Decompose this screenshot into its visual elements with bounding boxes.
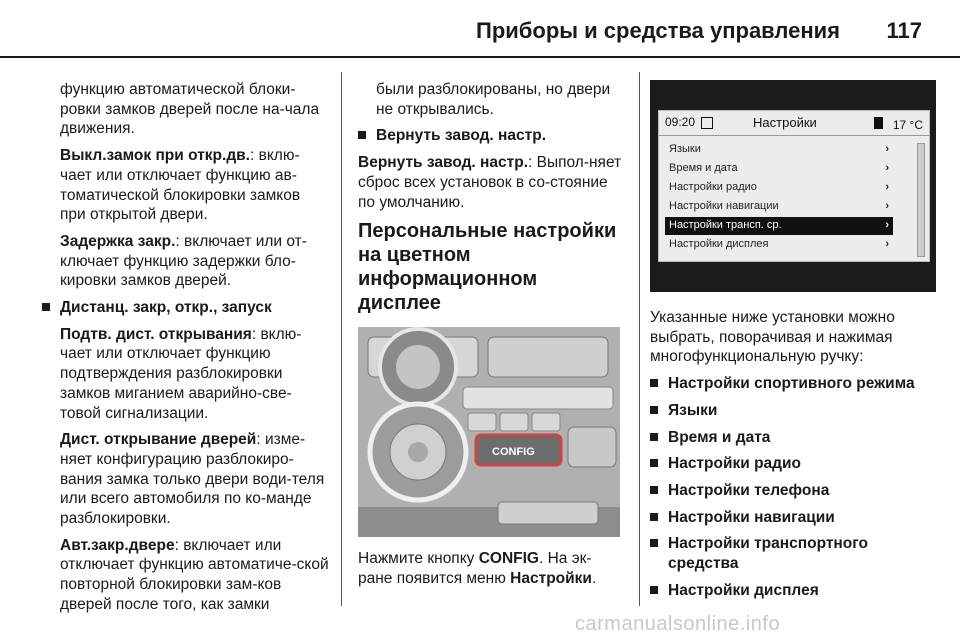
- menu-item[interactable]: [665, 141, 893, 159]
- menu-item[interactable]: [665, 236, 893, 254]
- menu-item[interactable]: [665, 160, 893, 178]
- menu-item-label: Настройки дисплея: [669, 238, 769, 251]
- chevron-right-icon: ›: [885, 162, 889, 175]
- paragraph: Выкл.замок при откр.дв.: вклю-чает или отключает функцию ав-томатической блокировки замков при открытой двери.: [60, 147, 301, 224]
- page-title: Приборы и средства управления: [476, 18, 840, 43]
- header-rule: [0, 56, 960, 58]
- column-divider-2: [639, 72, 640, 606]
- bullet-icon: [358, 131, 366, 139]
- list-item: [650, 374, 940, 394]
- list-item: [650, 534, 940, 573]
- watermark: carmanualsonline.info: [575, 613, 781, 635]
- console-illustration: [358, 327, 620, 537]
- config-button-label: CONFIG: [492, 446, 535, 459]
- menu-item-label: Настройки навигации: [669, 200, 779, 213]
- menu-item[interactable]: [665, 217, 893, 235]
- bullet-icon: [650, 406, 658, 414]
- chevron-right-icon: ›: [885, 143, 889, 156]
- term: Выкл.замок при откр.дв.: [60, 147, 250, 165]
- screen-display: [658, 110, 930, 262]
- screen-status-bar: [659, 111, 929, 136]
- list-item-label: Настройки телефона: [668, 481, 830, 499]
- intro-paragraph: Указанные ниже установки можно выбрать, поворачивая и нажимая многофункциональную ручку:: [650, 309, 895, 366]
- chevron-right-icon: ›: [885, 200, 889, 213]
- menu-item-label: Время и дата: [669, 162, 738, 175]
- list-item: [650, 581, 940, 601]
- menu-item[interactable]: [665, 179, 893, 197]
- column-3: [650, 80, 940, 607]
- menu-item[interactable]: [665, 198, 893, 216]
- chevron-right-icon: ›: [885, 219, 889, 232]
- list-item: Вернуть завод. настр.: [358, 126, 623, 146]
- thermometer-icon: [874, 117, 883, 129]
- bullet-icon: [650, 539, 658, 547]
- paragraph: были разблокированы, но двери не открывались.: [376, 81, 611, 118]
- page-header: [0, 0, 960, 58]
- list-item-label: Настройки транспортного средства: [668, 535, 868, 573]
- paragraph: Авт.закр.двере: включает или отключает функцию автоматиче-ской повторной блокировки зам-ков дверей после того, как замки: [60, 536, 329, 613]
- page-number: 117: [886, 18, 922, 43]
- list-item: [650, 428, 940, 448]
- term: Задержка закр.: [60, 232, 176, 250]
- chevron-right-icon: ›: [885, 238, 889, 251]
- settings-bullet-list: [650, 374, 940, 600]
- list-item: Дистанц. закр, откр., запуск: [42, 298, 330, 318]
- clock-text: 09:20: [665, 115, 696, 130]
- screen-frame: [650, 80, 936, 292]
- bullet-icon: [42, 303, 50, 311]
- temperature-text: 17 °C: [892, 118, 923, 132]
- column-1: [60, 80, 330, 622]
- bullet-icon: [650, 379, 658, 387]
- paragraph: функцию автоматической блоки-ровки замков дверей после на-чала движения.: [60, 81, 320, 138]
- list-item-label: Настройки навигации: [668, 508, 835, 526]
- paragraph: Вернуть завод. настр.: Выпол-няет сброс всех установок в со-стояние по умолчанию.: [358, 154, 622, 211]
- caption: Нажмите кнопку CONFIG. На эк-ране появится меню Настройки.: [358, 550, 597, 587]
- list-item: [650, 481, 940, 501]
- list-item: [650, 508, 940, 528]
- term: Вернуть завод. настр.: [358, 154, 529, 172]
- menu-item-label: Настройки трансп. ср.: [669, 219, 782, 232]
- scrollbar[interactable]: [917, 143, 925, 257]
- paragraph: Подтв. дист. открывания: вклю-чает или отключает функцию подтверждения разблокировки замков миганием аварийно-све-товой сигнализации.: [60, 325, 302, 422]
- list-item-label: Настройки спортивного режима: [668, 375, 915, 393]
- screen-title: Настройки: [753, 115, 817, 131]
- smiley-icon: [701, 117, 713, 129]
- list-item-label: Время и дата: [668, 428, 771, 446]
- term: Авт.закр.двере: [60, 536, 175, 554]
- bullet-icon: [650, 486, 658, 494]
- settings-screen-image: [650, 80, 936, 292]
- column-divider-1: [341, 72, 342, 606]
- list-item-label: Настройки дисплея: [668, 581, 819, 599]
- paragraph: Задержка закр.: включает или от-ключает функцию задержки бло-кировки замков дверей.: [60, 232, 307, 290]
- column-2: [358, 80, 623, 596]
- list-item: [650, 401, 940, 421]
- bullet-icon: [650, 433, 658, 441]
- list-item-label: Настройки радио: [668, 455, 802, 473]
- list-item: [650, 454, 940, 474]
- config-panel-photo: [358, 327, 620, 537]
- bullet-icon: [650, 586, 658, 594]
- section-title: Персональные настройки на цветном информационном дисплее: [358, 220, 617, 315]
- bullet-icon: [650, 459, 658, 467]
- menu-item-label: Настройки радио: [669, 181, 757, 194]
- paragraph: Дист. открывание дверей: изме-няет конфигурацию разблокиро-вания замка только двери води-теля или всего автомобиля по ко-манде разблокировки.: [60, 431, 325, 528]
- list-item-label: Языки: [668, 401, 718, 419]
- chevron-right-icon: ›: [885, 181, 889, 194]
- menu-item-label: Языки: [669, 143, 701, 156]
- term: Подтв. дист. открывания: [60, 325, 252, 343]
- bullet-icon: [650, 513, 658, 521]
- term: Дист. открывание дверей: [60, 431, 257, 449]
